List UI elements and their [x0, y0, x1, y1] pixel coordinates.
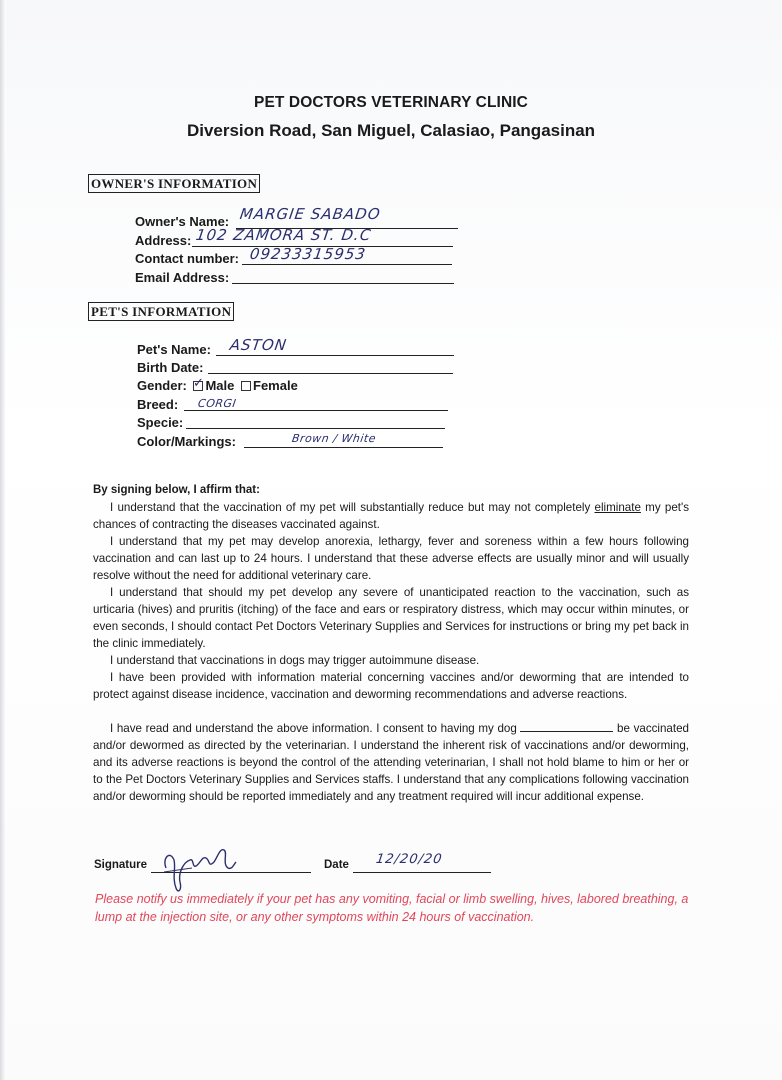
checkmark-icon: ✓ [193, 376, 204, 391]
owner-email-line[interactable] [232, 283, 454, 284]
p1-text-end: my pet's chances of contracting the diseases vaccinated against. [93, 501, 689, 531]
affirmation-heading: By signing below, I affirm that: [93, 484, 260, 496]
owner-section-heading: OWNER'S INFORMATION [88, 174, 260, 193]
owner-name-value: MARGIE SABADO [238, 205, 382, 223]
pet-section-heading: PET'S INFORMATION [88, 302, 234, 321]
affirmation-paragraph-1 [93, 499, 689, 533]
affirmation-paragraph-2: I understand that my pet may develop anorexia, lethargy, fever and soreness within a few hours following vaccination and can last up to 24 hours. I understand that these adverse effects are usually minor and will usually resolve without the need for additional veterinary care. [93, 535, 689, 582]
p1-text: I understand that the vaccination of my pet will substantially reduce but may not completely [110, 501, 595, 514]
pet-birth-field [137, 360, 203, 376]
owner-contact-value: 09233315953 [248, 245, 368, 263]
clinic-name: PET DOCTORS VETERINARY CLINIC [254, 94, 528, 111]
pet-breed-field [137, 397, 178, 413]
pet-name-label: Pet's Name: [137, 342, 211, 357]
signature-scribble [158, 838, 238, 896]
pet-specie-field [137, 415, 183, 431]
owner-contact-field [135, 251, 239, 267]
pet-breed-line[interactable] [184, 410, 448, 411]
pet-name-value: ASTON [228, 336, 289, 354]
pet-specie-label: Specie: [137, 415, 184, 430]
pet-breed-value: CORGI [197, 397, 238, 410]
pet-birth-line[interactable] [208, 373, 453, 374]
pet-breed-label: Breed: [137, 397, 179, 412]
affirmation-paragraph-4: I understand that vaccinations in dogs may trigger autoimmune disease. [110, 654, 480, 667]
owner-address-label: Address: [135, 233, 192, 248]
pet-name-field [137, 342, 211, 358]
pet-color-field [137, 434, 236, 450]
date-line[interactable] [353, 872, 491, 873]
date-value: 12/20/20 [374, 852, 444, 867]
owner-address-field [135, 233, 191, 249]
affirmation-paragraph-3: I understand that should my pet develop any severe of unanticipated reaction to the vaccination, such as urticaria (hives) and pruritis (itching) of the face and ears or respiratory distress, which may occur within minutes, or even seconds, I should contact Pet Doctors Veterinary Supplies and Services for instructions or bring my pet back in the clinic immediately. [93, 586, 689, 650]
owner-email-field [135, 270, 229, 286]
pet-color-line[interactable] [244, 447, 443, 448]
affirmation-paragraph-5: I have been provided with information material concerning vaccines and/or deworming that are intended to protect against disease incidence, vaccination and deworming recommendations and adverse reactions. [93, 671, 689, 701]
gender-female-checkbox[interactable] [241, 381, 251, 391]
pet-birth-label: Birth Date: [137, 360, 204, 375]
owner-address-value: 102 ZAMORA ST. D.C [194, 226, 373, 244]
dog-name-blank[interactable] [520, 721, 613, 732]
p6-text-end: be vaccinated and/or dewormed as directed by the veterinarian. I understand the inherent risk of vaccinations and/or deworming, and its adverse reactions is beyond the control of the attending veterinarian, I shall not hold blame to him or her or to the Pet Doctors Veterinary Supplies and Services staffs. I understand that any complications following vaccination and/or deworming should be reported immediately and any treatment required will incur additional expense. [93, 722, 689, 803]
pet-color-value: Brown / White [291, 432, 377, 445]
gender-male-label: Male [205, 378, 235, 393]
p6-text: I have read and understand the above information. I consent to having my dog [110, 722, 521, 735]
pet-color-label: Color/Markings: [137, 434, 236, 449]
warning-notice: Please notify us immediately if your pet has any vomiting, facial or limb swelling, hives, labored breathing, a lump at the injection site, or any other symptoms within 24 hours of vaccination. [95, 892, 689, 924]
pet-gender-field [137, 378, 298, 394]
owner-contact-label: Contact number: [135, 251, 239, 266]
affirmation-paragraph-6 [93, 720, 689, 805]
signature-label: Signature [94, 859, 148, 871]
owner-name-label: Owner's Name: [135, 214, 230, 229]
pet-name-line[interactable] [216, 355, 454, 356]
pet-specie-line[interactable] [186, 428, 445, 429]
clinic-address: Diversion Road, San Miguel, Calasiao, Pangasinan [186, 121, 596, 140]
owner-email-label: Email Address: [135, 270, 230, 285]
date-label: Date [324, 859, 349, 871]
gender-female-label: Female [253, 378, 298, 393]
pet-gender-label: Gender: [137, 378, 187, 393]
p1-underlined: eliminate [594, 501, 641, 514]
owner-contact-line[interactable] [242, 264, 452, 265]
